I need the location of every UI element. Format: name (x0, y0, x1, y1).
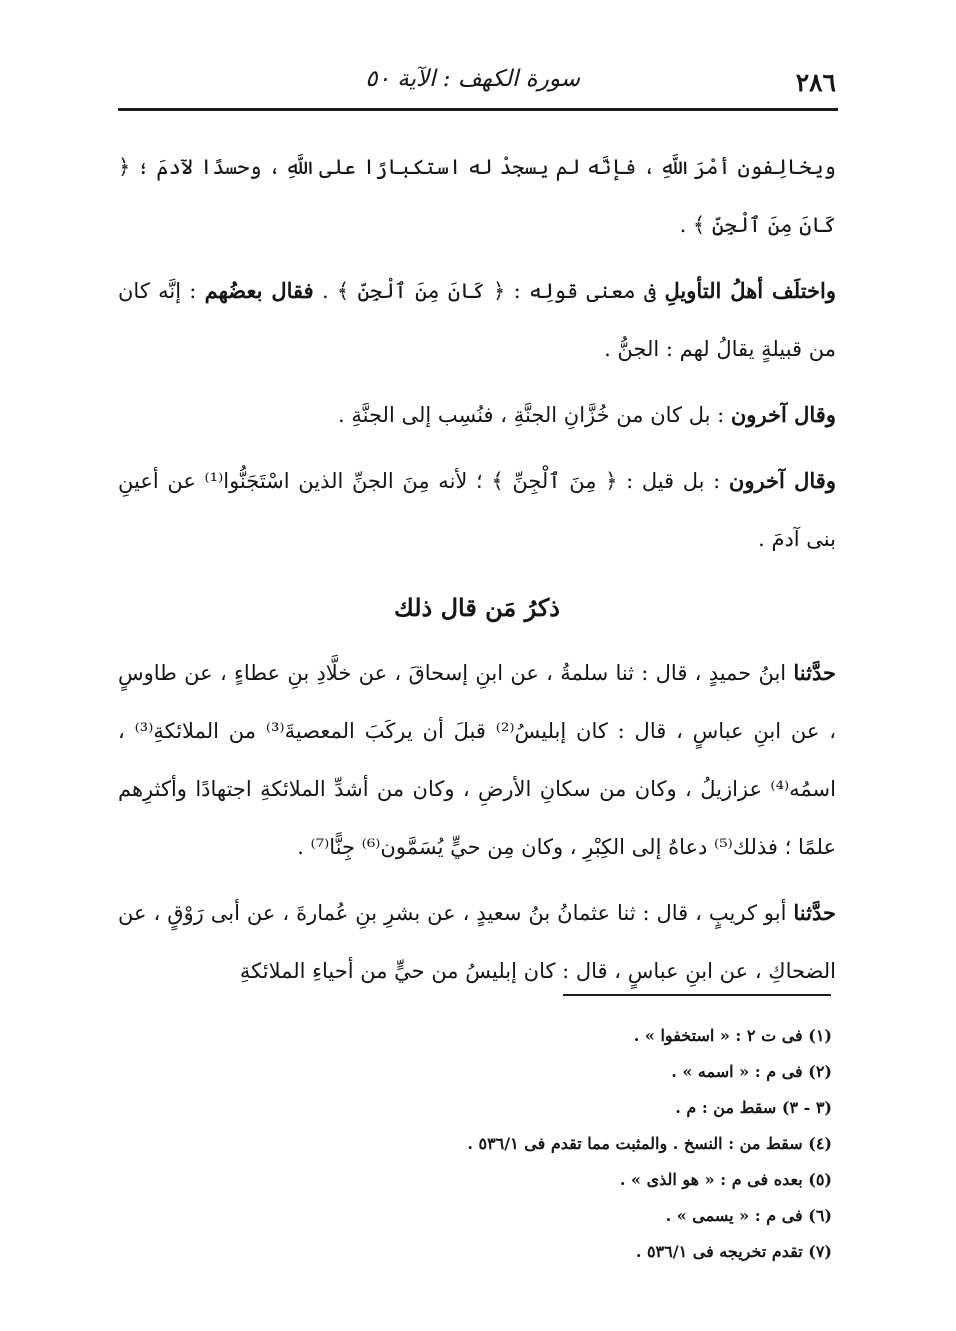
paragraph-4-lead: وقال آخرون (728, 468, 836, 493)
paragraph-2-rest: : إنَّه كان من قبيلةٍ يقالُ لهم : الجنُّ . (118, 279, 836, 361)
footnote-rule (563, 994, 831, 996)
footnote-7: (٧) تقدم تخريجه فى ٥٣٦/١ . (635, 1242, 832, 1261)
footnote-2: (٢) فى م : « اسمه » . (671, 1062, 832, 1081)
paragraph-6-lead: حدَّثنا (793, 900, 836, 925)
paragraph-6-rest: أبو كريبٍ ، قال : ثنا عثمانُ بنُ سعيدٍ ، عن بشرِ بنِ عُمارةَ ، عن أبى رَوْقٍ ، عن الضحاكِ ، عن ابنِ عباسٍ ، قال : كان إبليسُ من حيٍّ من أحياءِ الملائكةِ (118, 901, 836, 983)
paragraph-6 (118, 884, 836, 1000)
header-rule (118, 108, 838, 111)
footnote-3: (٣ - ٣) سقط من : م . (675, 1098, 832, 1117)
page-number: ٢٨٦ (795, 68, 836, 97)
paragraph-3-lead: وقال آخرون (730, 402, 836, 427)
footnote-4: (٤) سقط من : النسخ . والمثبت مما تقدم فى ٥٣٦/١ . (467, 1134, 832, 1153)
paragraph-4-rest: : بل قيل : ﴿ مِنَ ٱلْجِنِّ ﴾ ؛ لأنه مِنَ الجنِّ الذين اسْتَجَنُّوا⁽¹⁾ عن أعينِ بنى آدمَ . (118, 469, 836, 551)
footnote-1: (١) فى ت ٢ : « استخفوا » . (633, 1026, 832, 1045)
section-title: ذكرُ مَن قال ذلك (394, 593, 560, 622)
main-text (118, 138, 836, 1008)
paragraph-3 (118, 386, 836, 444)
paragraph-2 (118, 262, 836, 378)
paragraph-2-mid: فى معنى قولِه : ﴿ كَانَ مِنَ ٱلْجِنِّ ﴾ . (313, 279, 665, 303)
page-header (118, 60, 838, 100)
running-title: سورة الكهف : الآية ٥٠ (365, 66, 580, 92)
footnote-5: (٥) بعده فى م : « هو الذى » . (619, 1170, 832, 1189)
paragraph-5-rest: ابنُ حميدٍ ، قال : ثنا سلمةُ ، عن ابنِ إسحاقَ ، عن خلَّادِ بنِ عطاءٍ ، عن طاوسٍ ، عن ابنِ عباسٍ ، قال : كان إبليسُ⁽²⁾ قبلَ أن يركَبَ المعصيةَ⁽³⁾ من الملائكةِ⁽³⁾ ، اسمُه⁽⁴⁾ عزازيلُ ، وكان من سكانِ الأرضِ ، وكان من أشدِّ الملائكةِ اجتهادًا وأكثرِهم علمًا ؛ فذلك⁽⁵⁾ دعاهُ إلى الكِبْرِ ، وكان مِن حيٍّ يُسَمَّون⁽⁶⁾ جِنًّا⁽⁷⁾ . (118, 661, 836, 859)
paragraph-1: ويخالِفون أمْرَ اللَّهِ ، فإنَّه لم يسجدْ له استكبارًا على اللَّهِ ، وحسدًا لآدمَ ؛ ﴿ كَانَ مِنَ ٱلْجِنِّ ﴾ . (118, 155, 836, 237)
paragraph-2-lead-2: فقال بعضُهم (204, 278, 314, 303)
paragraph-5-lead: حدَّثنا (793, 660, 836, 685)
paragraph-5 (118, 644, 836, 876)
paragraph-2-lead: واختلَف أهلُ التأويلِ (664, 278, 836, 303)
paragraph-3-rest: : بل كان من خُزَّانِ الجنَّةِ ، فنُسِب إلى الجنَّةِ . (338, 403, 731, 427)
paragraph-4 (118, 452, 836, 568)
footnotes (232, 1018, 832, 1270)
footnote-6: (٦) فى م : « يسمى » . (665, 1206, 832, 1225)
